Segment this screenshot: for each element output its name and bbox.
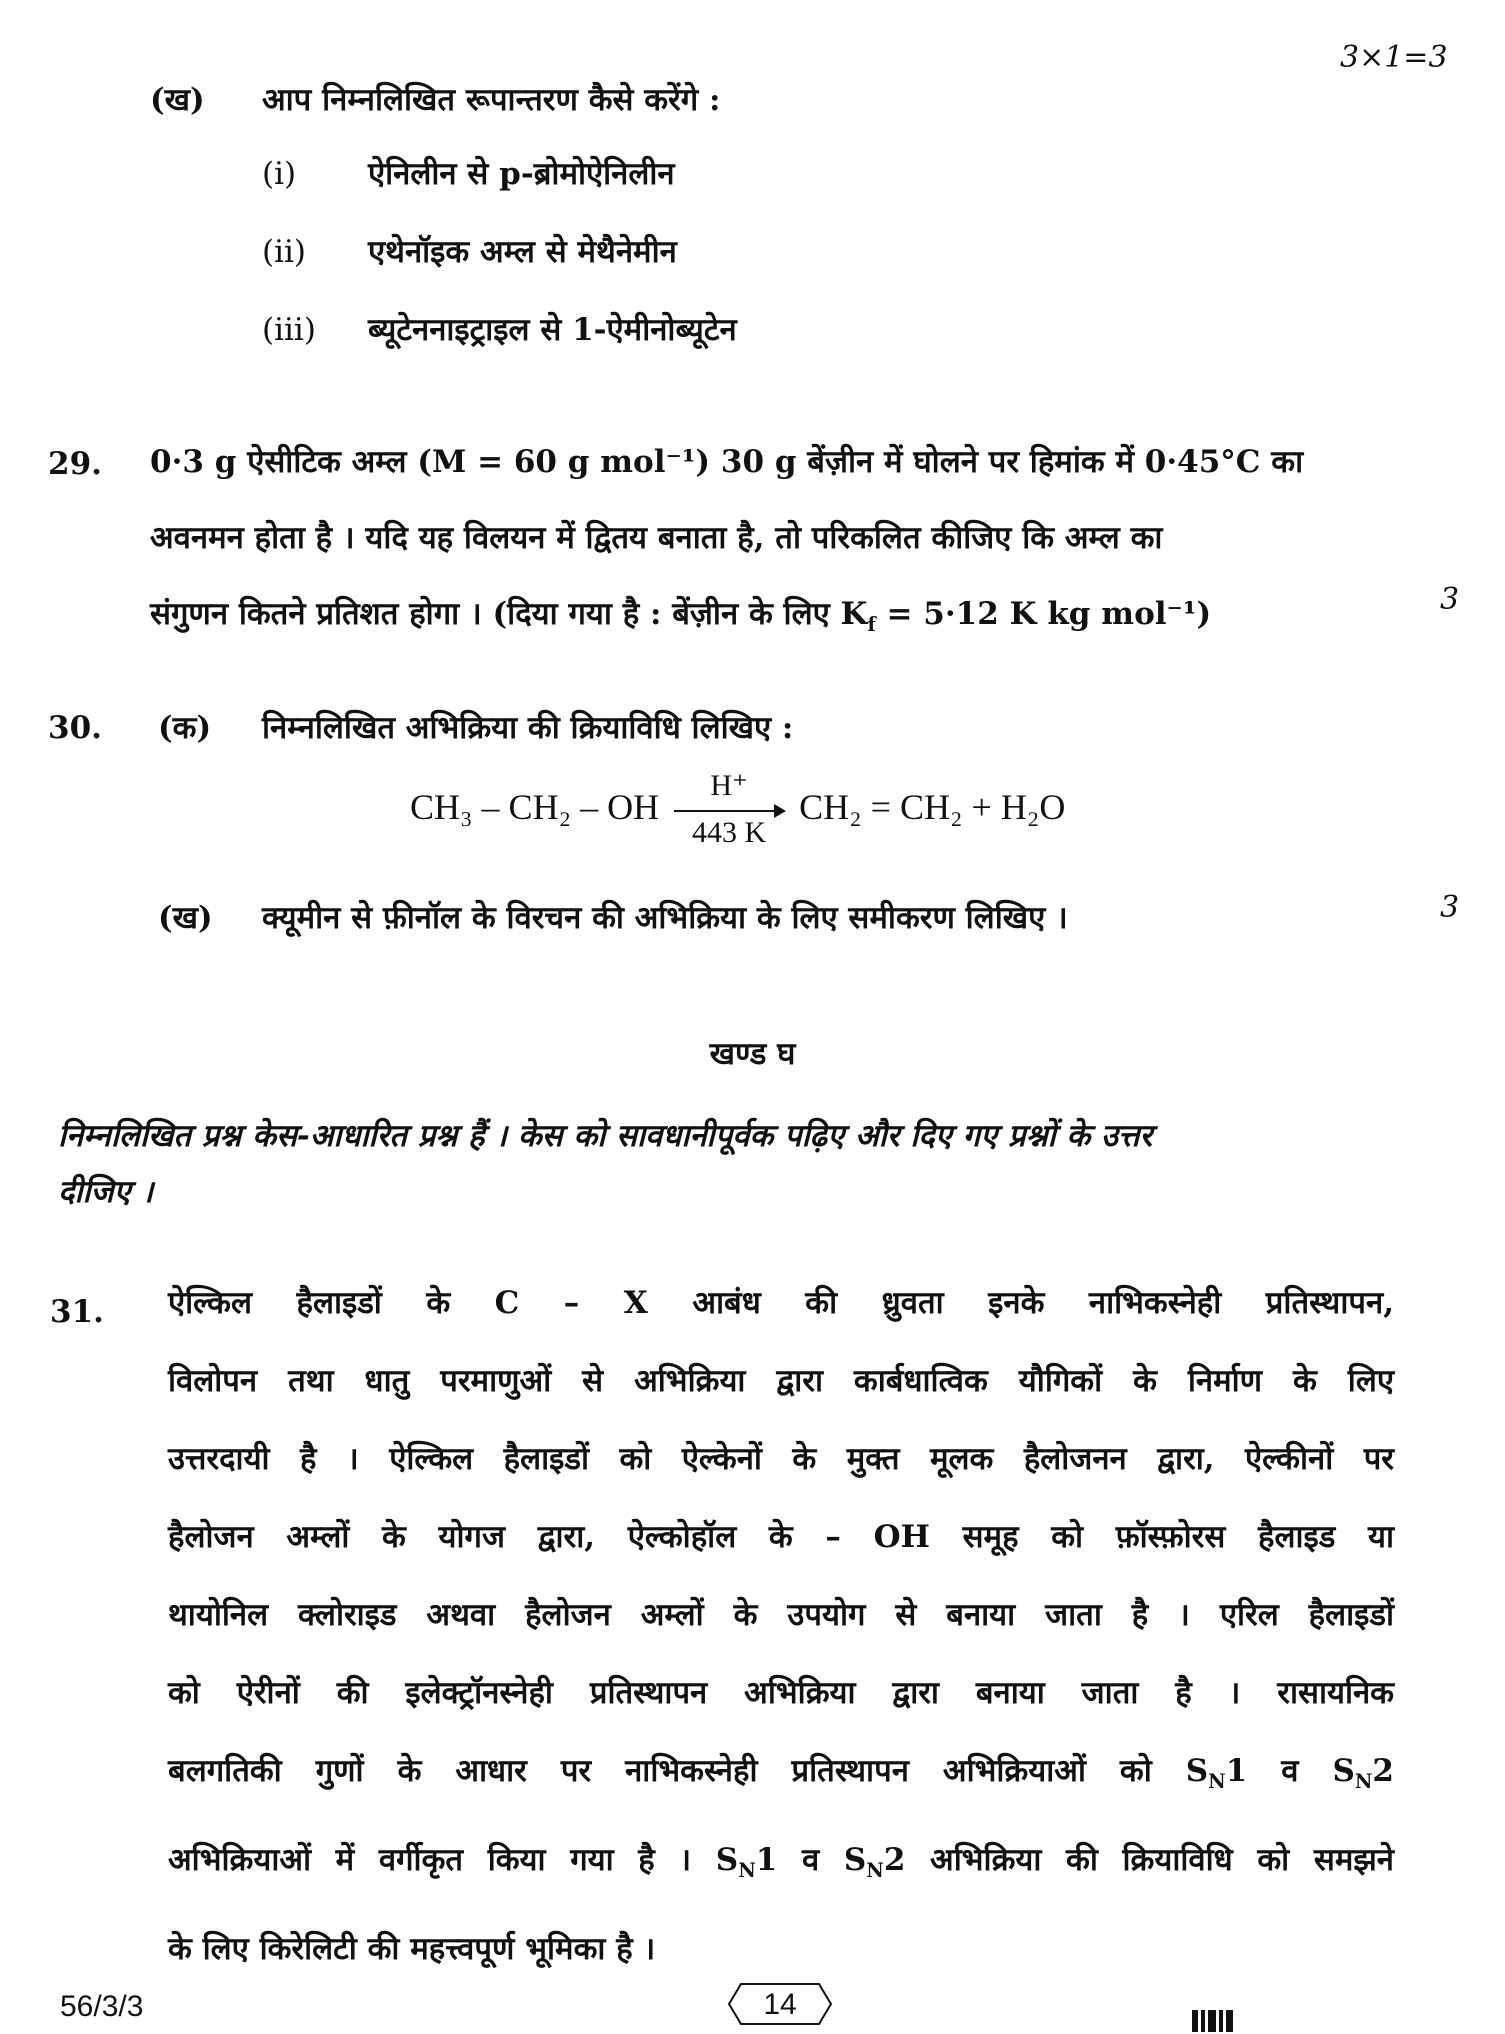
q31-line-8: अभिक्रियाओं में वर्गीकृत किया गया है । $S_N1$ व $S_N2$ अभिक्रिया की क्रियाविधि को समझने — [168, 1842, 1394, 1883]
q30a-equation — [410, 768, 1066, 849]
q31-line-9: के लिए किरेलिटी की महत्त्वपूर्ण भूमिका है । — [168, 1931, 656, 1968]
q28b-label: (ख) — [150, 82, 205, 118]
q29-number: 29. — [48, 446, 102, 482]
q31-line-5: थायोनिल क्लोराइड अथवा हैलोजन अम्लों के उपयोग से बनाया जाता है । एरिल हैलाइडों — [168, 1597, 1394, 1633]
eq-arrow — [674, 768, 784, 849]
q30-marks: 3 — [1440, 890, 1460, 925]
q30b-text: क्यूमीन से फ़ीनॉल के विरचन की अभिक्रिया के लिए समीकरण लिखिए । — [262, 900, 1068, 936]
q29-line-2: अवनमन होता है । यदि यह विलयन में द्वितय बनाता है, तो परिकलित कीजिए कि अम्ल का — [150, 520, 1163, 556]
eq-arrow-temperature: 443 K — [692, 815, 767, 849]
q28b-item-3-text: ब्यूटेननाइट्राइल से 1-ऐमीनोब्यूटेन — [368, 312, 737, 348]
q28b-item-1-num: (i) — [262, 156, 297, 192]
q31-paragraph — [168, 1264, 1394, 1988]
q29-marks: 3 — [1440, 582, 1460, 617]
q31-line-3: उत्तरदायी है । ऐल्किल हैलाइडों को ऐल्केनों के मुक्त मूलक हैलोजनन द्वारा, ऐल्कीनों पर — [168, 1441, 1394, 1477]
q31-line-4: हैलोजन अम्लों के योगज द्वारा, ऐल्कोहॉल के – OH समूह को फ़ॉस्फ़ोरस हैलाइड या — [168, 1519, 1394, 1555]
section-instruction-line-2: दीजिए । — [58, 1174, 154, 1210]
page-number-badge — [727, 1982, 833, 2026]
section-instruction — [58, 1108, 1398, 1220]
q28b-item-1-text: ऐनिलीन से p-ब्रोमोऐनिलीन — [368, 156, 675, 192]
q28b-prompt: आप निम्नलिखित रूपान्तरण कैसे करेंगे : — [262, 82, 721, 118]
q31-line-7: बलगतिकी गुणों के आधार पर नाभिकस्नेही प्रतिस्थापन अभिक्रियाओं को $S_N1$ व $S_N2$ — [168, 1753, 1394, 1794]
q30a-text: निम्नलिखित अभिक्रिया की क्रियाविधि लिखिए : — [262, 710, 794, 746]
q28b-item-3-num: (iii) — [262, 312, 316, 348]
q28b-item-2-num: (ii) — [262, 234, 307, 270]
header-marks: 3×1=3 — [1340, 40, 1448, 75]
paper-code: 56/3/3 — [60, 1990, 144, 2023]
reaction-arrow-icon — [674, 810, 784, 812]
q28b-item-2-text: एथेनॉइक अम्ल से मेथैनेमीन — [368, 234, 677, 270]
q29-line-1: 0·3 g ऐसीटिक अम्ल (M = 60 g mol⁻¹) 30 g बेंज़ीन में घोलने पर हिमांक में 0·45°C का — [150, 444, 1304, 480]
barcode-mark-icon — [1190, 2006, 1236, 2034]
eq-products: CH₂ = CH₂ + H₂O — [799, 787, 1066, 827]
q31-line-1: ऐल्किल हैलाइडों के C – X आबंध की ध्रुवता इनके नाभिकस्नेही प्रतिस्थापन, — [168, 1285, 1394, 1321]
page-number: 14 — [763, 1988, 797, 2021]
q30-number: 30. — [48, 710, 102, 746]
eq-reactant: CH₃ – CH₂ – OH — [410, 787, 660, 827]
q29-line-3: संगुणन कितने प्रतिशत होगा । (दिया गया है : बेंज़ीन के लिए $K_f = 5\cdot 12$ K kg mol⁻¹) — [150, 596, 1212, 637]
q31-line-2: विलोपन तथा धातु परमाणुओं से अभिक्रिया द्वारा कार्बधात्विक यौगिकों के निर्माण के लिए — [168, 1363, 1394, 1399]
section-title: खण्ड घ — [709, 1036, 796, 1072]
q31-number: 31. — [50, 1294, 104, 1330]
eq-arrow-catalyst: H⁺ — [710, 768, 748, 802]
section-instruction-line-1: निम्नलिखित प्रश्न केस-आधारित प्रश्न हैं । केस को सावधानीपूर्वक पढ़िए और दिए गए प्रश्नों के उत्तर — [58, 1118, 1153, 1154]
q30b-label: (ख) — [158, 900, 213, 936]
q31-line-6: को ऐरीनों की इलेक्ट्रॉनस्नेही प्रतिस्थापन अभिक्रिया द्वारा बनाया जाता है । रासायनिक — [168, 1675, 1394, 1711]
q30a-label: (क) — [158, 710, 212, 746]
